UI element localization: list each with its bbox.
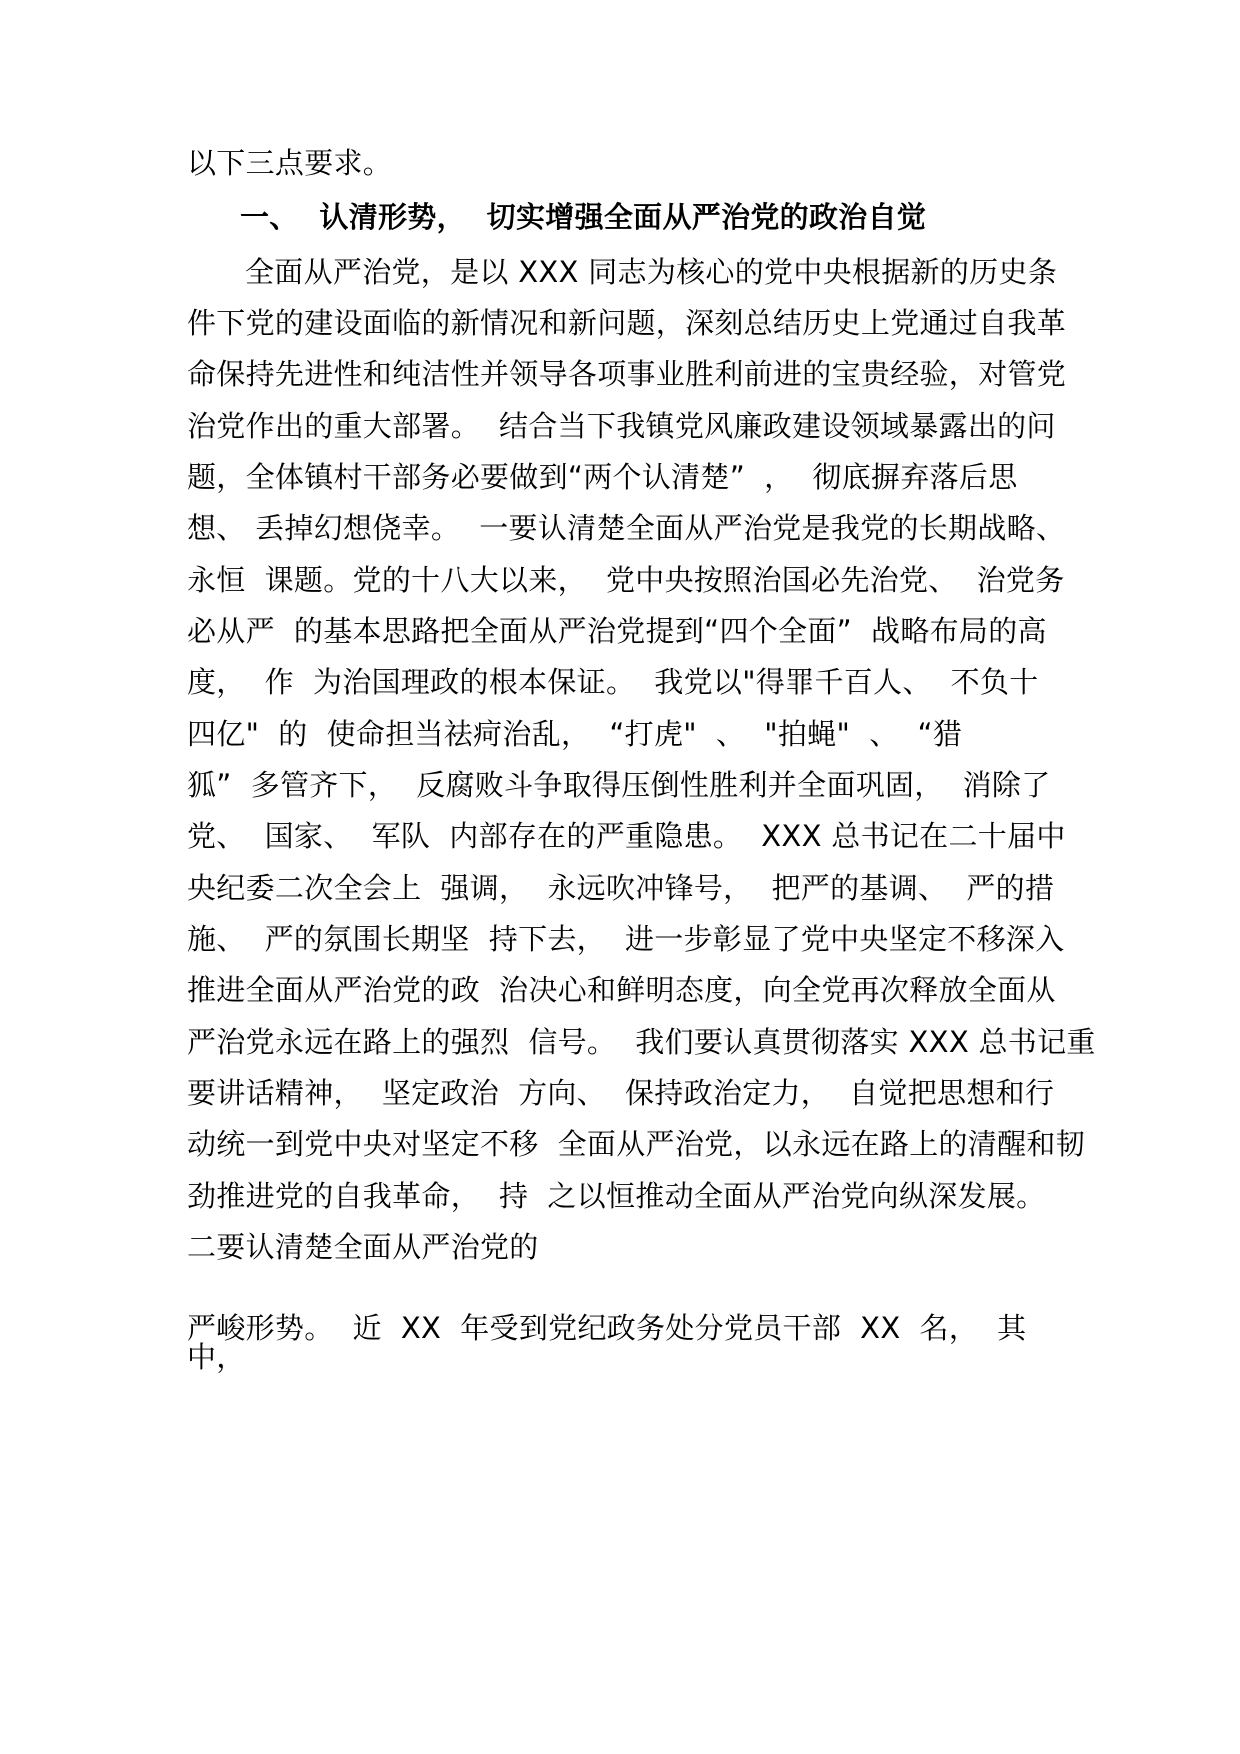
text-line: 件下党的建设面临的新情况和新问题，深刻总结历史上党通过自我革 <box>187 306 1067 340</box>
section-heading: 一、 认清形势， 切实增强全面从严治党的政治自觉 <box>240 200 927 234</box>
text-line: 想、 丢掉幻想侥幸。 一要认清楚全面从严治党是我党的长期战略、 <box>187 511 1066 545</box>
paragraph-first-line: 全面从严治党，是以 XXX 同志为核心的党中央根据新的历史条 <box>245 255 1058 289</box>
text-line: 狐” 多管齐下， 反腐败斗争取得压倒性胜利并全面巩固， 消除了 <box>187 768 1051 802</box>
text-line: 动统一到党中央对坚定不移 全面从严治党，以永远在路上的清醒和韧 <box>187 1127 1086 1161</box>
text-line: 劲推进党的自我革命， 持 之以恒推动全面从严治党向纵深发展。 <box>187 1179 1046 1213</box>
text-line: 题，全体镇村干部务必要做到“两个认清楚” ， 彻底摒弃落后思 <box>187 460 1018 494</box>
text-line: 央纪委二次全会上 强调， 永远吹冲锋号， 把严的基调、 严的措 <box>187 871 1055 905</box>
text-line: 以下三点要求。 <box>187 146 393 180</box>
text-line: 推进全面从严治党的政 治决心和鲜明态度，向全党再次释放全面从 <box>187 973 1056 1007</box>
text-line: 严治党永远在路上的强烈 信号。 我们要认真贯彻落实 XXX 总书记重 <box>187 1025 1096 1059</box>
text-line: 永恒 课题。党的十八大以来， 党中央按照治国必先治党、 治党务 <box>187 563 1065 597</box>
text-line: 党、 国家、 军队 内部存在的严重隐患。 XXX 总书记在二十届中 <box>187 819 1066 853</box>
text-line: 必从严 的基本思路把全面从严治党提到“四个全面” 战略布局的高 <box>187 614 1047 648</box>
text-line: 中， <box>187 1340 246 1374</box>
text-line: 要讲话精神， 坚定政治 方向、 保持政治定力， 自觉把思想和行 <box>187 1076 1055 1110</box>
text-line: 四亿" 的 使命担当祛疴治乱， “打虎" 、 "拍蝇" 、 “猎 <box>187 717 963 751</box>
text-line: 度， 作 为治国理政的根本保证。 我党以"得罪千百人、 不负十 <box>187 665 1039 699</box>
text-line: 严峻形势。 近 XX 年受到党纪政务处分党员干部 XX 名， 其 <box>187 1311 1027 1345</box>
text-line: 治党作出的重大部署。 结合当下我镇党风廉政建设领域暴露出的问 <box>187 409 1056 443</box>
text-line: 二要认清楚全面从严治党的 <box>187 1230 539 1264</box>
text-line: 命保持先进性和纯洁性并领导各项事业胜利前进的宝贵经验，对管党 <box>187 357 1067 391</box>
text-line: 施、 严的氛围长期坚 持下去， 进一步彰显了党中央坚定不移深入 <box>187 922 1065 956</box>
